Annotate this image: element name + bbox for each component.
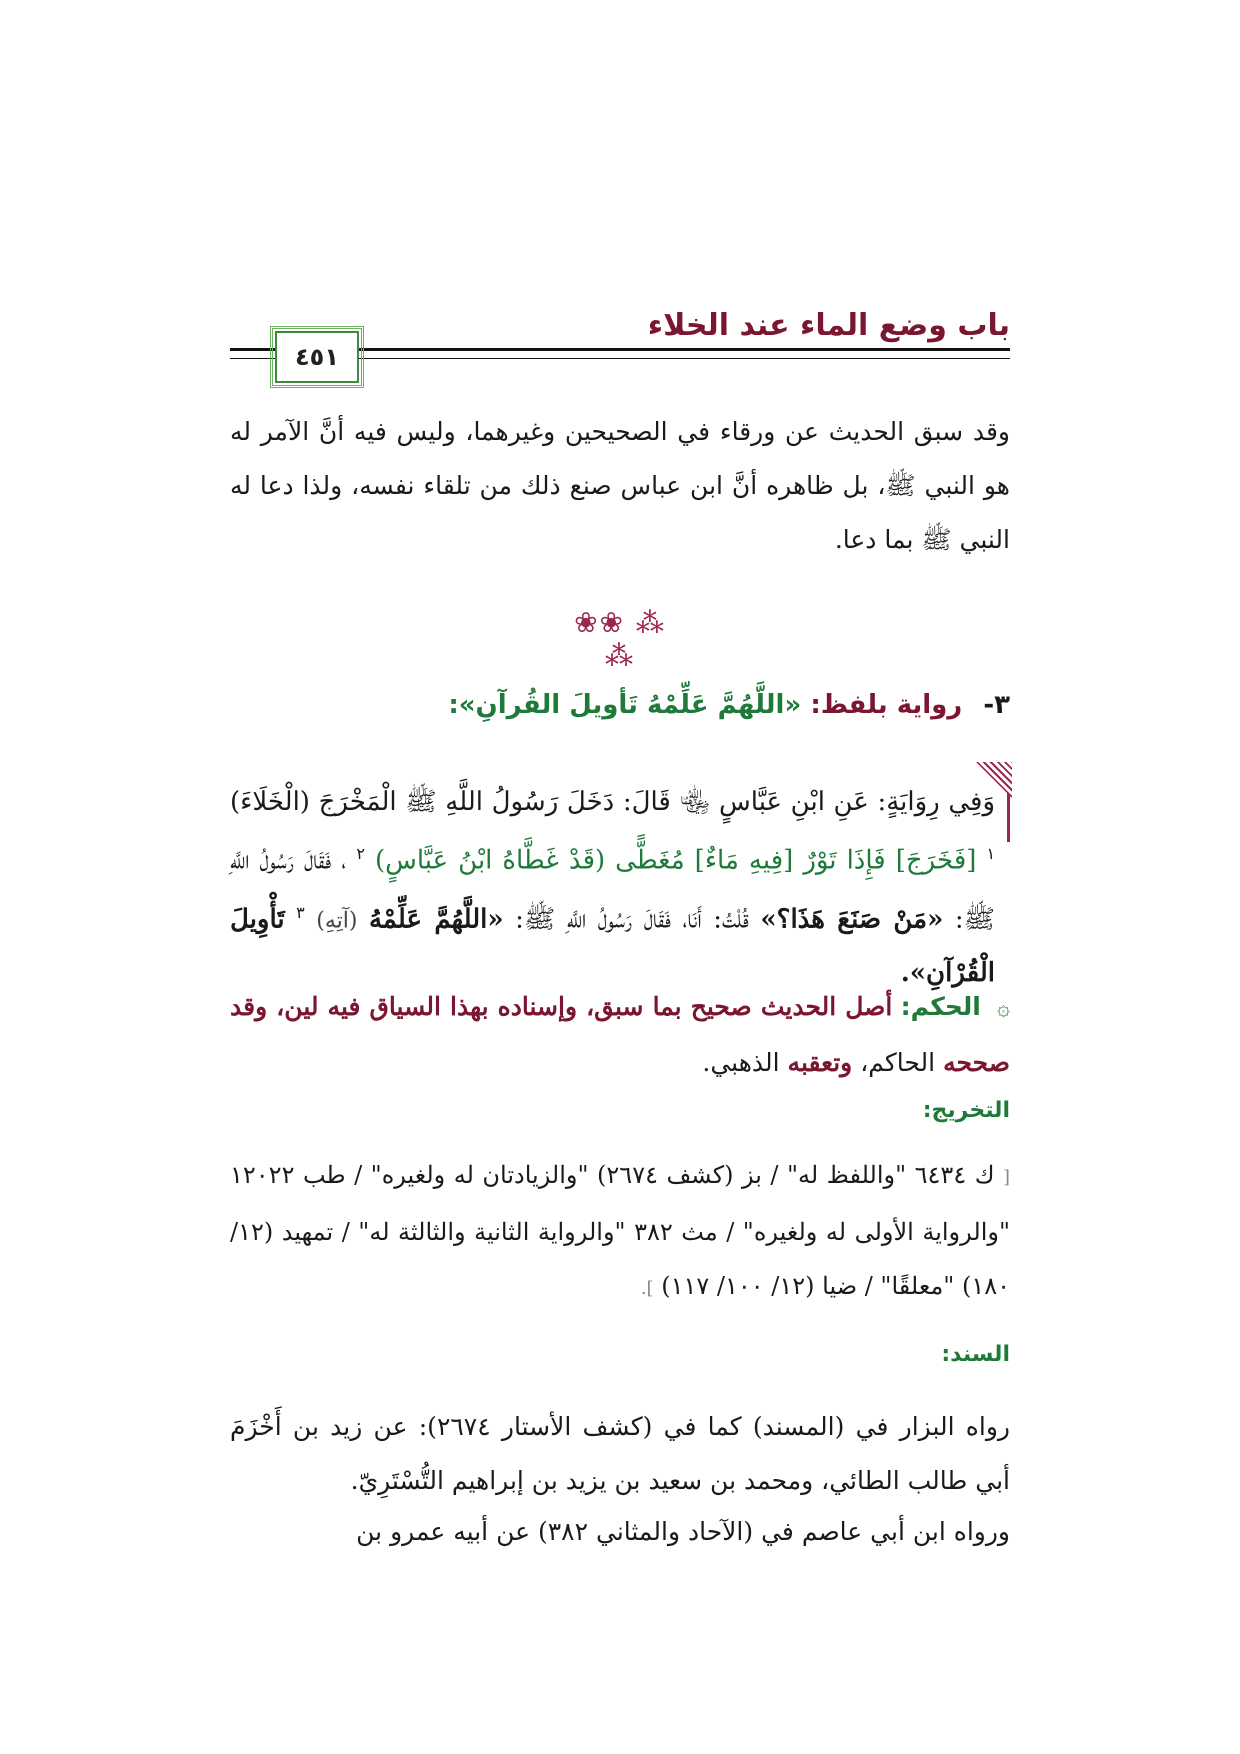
hadith-variant: (آتِهِ)	[316, 908, 358, 934]
bracket-open: [	[1002, 1167, 1011, 1188]
footnote-marker: ١	[986, 844, 996, 863]
ruling-icon: ۞	[997, 996, 1011, 1021]
hadith-quote: تَأْوِيلَ الْقُرْآنِ».	[230, 904, 995, 989]
footnote-marker: ٣	[296, 902, 305, 922]
ruling-keyword: وتعقبه	[787, 1048, 853, 1077]
sanad-paragraph: رواه البزار في (المسند) كما في (كشف الأستار ٢٦٧٤): عن زيد بن أَخْزَمَ أبي طالب الطائي، ومحمد بن سعيد بن يزيد بن إبراهيم التُّسْتَرِيّ.	[230, 1412, 1010, 1495]
sanad-heading: السند:	[941, 1342, 1010, 1367]
hadith-quote: «اللَّهُمَّ عَلِّمْهُ	[368, 904, 504, 935]
hadith-part: ، فَقَالَ رَسُولُ اللَّهِ ﷺ:	[230, 845, 995, 935]
hadith-part: وَفِي رِوَايَةٍ: عَنِ ابْنِ عَبَّاسٍ ﵄ قَالَ: دَخَلَ رَسُولُ اللَّهِ ﷺ الْمَخْرَجَ (الْخَلَاءَ)	[230, 787, 995, 817]
section-heading	[230, 690, 1010, 720]
hadith-part: [فَخَرَجَ] فَإِذَا تَوْرٌ [فِيهِ مَاءٌ] مُغَطًّى (قَدْ غَطَّاهُ ابْنُ عَبَّاسٍ)	[374, 845, 977, 876]
section-quote: «اللَّهُمَّ عَلِّمْهُ تَأويلَ القُرآنِ»:	[448, 690, 802, 720]
hadith-quote: «مَنْ صَنَعَ هَذَا؟»	[760, 904, 944, 935]
ruling-paragraph	[230, 980, 1010, 1090]
ruling-text: أصل الحديث صحيح بما سبق، وإسناده بهذا السياق فيه لين، وقد	[230, 992, 893, 1021]
takhrij-text: ك ٦٤٣٤ "واللفظ له" / بز (كشف ٢٦٧٤) "والزيادتان له ولغيره" / طب ١٢٠٢٢ "والرواية الأولى له ولغيره" / مث ٣٨٢ "والرواية الثانية والثالثة له" / تمهيد (١٢/ ١٨٠) "معلقًا" / ضيا (١٢/ ١٠٠/ ١١٧)	[230, 1161, 1010, 1300]
page-number: ٤٥١	[275, 331, 359, 383]
ruling-text: الحاكم،	[860, 1048, 936, 1077]
section-title: رواية بلفظ:	[810, 690, 963, 720]
hadith-part: قُلْتُ: أَنَا، فَقَالَ رَسُولُ اللَّهِ ﷺ:	[515, 904, 749, 935]
ruling-keyword: صححه	[943, 1048, 1010, 1077]
sanad-paragraph: ورواه ابن أبي عاصم في (الآحاد والمثاني ٣٨٢) عن أبيه عمرو بن	[356, 1517, 1010, 1546]
bracket-close: ].	[640, 1278, 654, 1299]
footnote-marker: ٢	[356, 844, 365, 863]
ruling-label: الحكم:	[900, 992, 981, 1021]
chapter-title: باب وضع الماء عند الخلاء	[647, 308, 1010, 343]
hadith-text	[230, 776, 995, 999]
divider-ornament-icon: ⁂ ❀❀ ⁂	[574, 606, 666, 672]
takhrij-paragraph	[230, 1148, 1010, 1316]
ruling-text: الذهبي.	[702, 1048, 780, 1077]
section-number: ٣-	[983, 690, 1010, 720]
intro-paragraph: وقد سبق الحديث عن ورقاء في الصحيحين وغيرهما، وليس فيه أنَّ الآمر له هو النبي ﷺ، بل ظاهره أنَّ ابن عباس صنع ذلك من تلقاء نفسه، ولذا دعا له النبي ﷺ بما دعا.	[230, 417, 1010, 554]
takhrij-heading: التخريج:	[922, 1098, 1010, 1123]
